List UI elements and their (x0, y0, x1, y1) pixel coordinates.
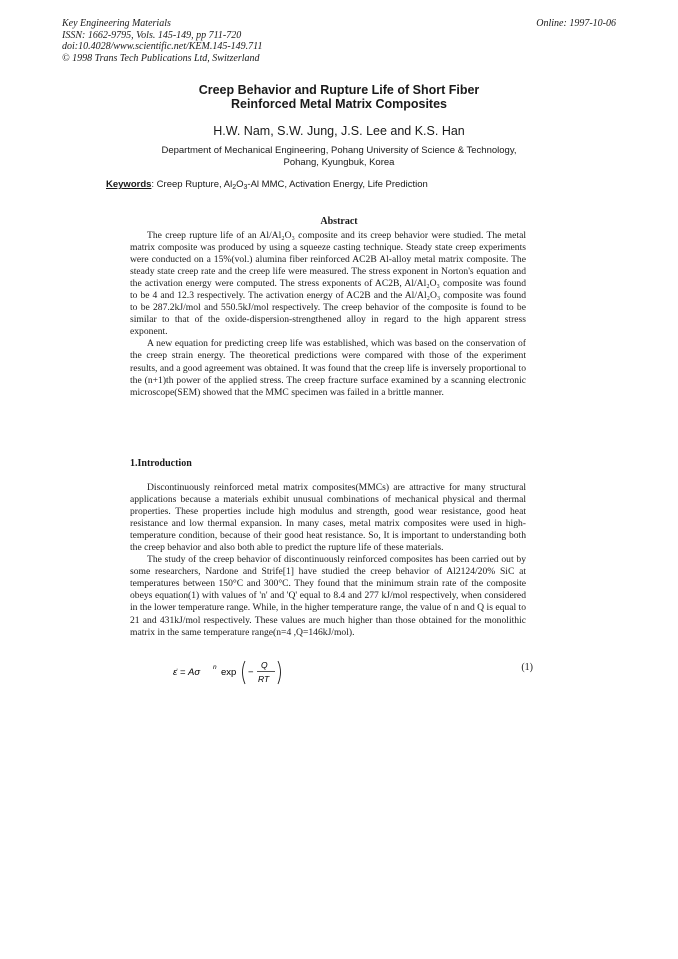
keywords-text-b: -Al MMC, Activation Energy, Life Prediction (247, 179, 428, 190)
online-date: Online: 1997-10-06 (536, 18, 616, 29)
equation-number: (1) (521, 662, 533, 673)
equation-exponent: n (213, 664, 217, 671)
doi-line: doi:10.4028/www.scientific.net/KEM.145-149.711 (62, 41, 263, 52)
keywords-label: Keywords (106, 179, 152, 190)
keywords (106, 179, 428, 191)
title-line-2: Reinforced Metal Matrix Composites (230, 97, 447, 111)
equation-func: exp (221, 667, 237, 678)
introduction-body (130, 482, 526, 639)
author-list: H.W. Nam, S.W. Jung, J.S. Lee and K.S. Han (213, 124, 465, 138)
journal-header (62, 18, 262, 64)
keywords-sub-1: 2 (232, 184, 237, 191)
equation-lhs: ε̇ = Aσ (173, 667, 201, 678)
title-line-1: Creep Behavior and Rupture Life of Short Fiber (198, 83, 480, 97)
left-paren (243, 661, 246, 684)
affiliation (0, 145, 678, 168)
paper-title (0, 83, 678, 111)
abstract-heading: Abstract (320, 216, 358, 227)
equation-minus: − (248, 667, 254, 678)
abstract-body (130, 230, 526, 399)
issn-line: ISSN: 1662-9795, Vols. 145-149, pp 711-720 (62, 29, 242, 41)
abstract-paragraph-2: A new equation for predicting creep life was established, which was based on the conservation of the creep strain energy. The theoretical predictions were compared with those of the experiment results, and a good agreement was obtained. It was found that the creep life is inversely proportional to the (n+1)th power of the applied stress. The creep fracture surface examined by a scanning electronic microscope(SEM) showed that the MMC specimen was failed in a brittle manner. (130, 338, 526, 398)
journal-name: Key Engineering Materials (62, 18, 171, 29)
keywords-sub-2: 3 (243, 184, 248, 191)
affiliation-line-2: Pohang, Kyungbuk, Korea (283, 156, 395, 168)
equation-denominator: RT (258, 674, 270, 684)
equation-formula (173, 658, 303, 686)
equation-1 (173, 658, 533, 686)
keywords-text-a: : Creep Rupture, Al (151, 179, 233, 190)
introduction-paragraph-2: The study of the creep behavior of discontinuously reinforced composites has been carried out by some researchers, Nardone and Strife[1] have studied the creep behavior of Al2124/20% SiC at temperatures between 150°C and 300°C. They found that the minimum strain rate of the composite obeys equation(1) with values of 'n' and 'Q' equal to 8.4 and 277 kJ/mol respectively, when considered in the lower temperature range. While, in the higher temperature range, the value of n and Q is equal to 21 and 431kJ/mol respectively. These values are much higher than those obtained for the monolithic matrix in the same temperature range(n=4 ,Q=146kJ/mol). (130, 554, 526, 638)
affiliation-line-1: Department of Mechanical Engineering, Pohang University of Science & Technology, (161, 145, 517, 156)
equation-numerator: Q (261, 660, 268, 670)
right-paren (278, 661, 281, 684)
introduction-paragraph-1: Discontinuously reinforced metal matrix composites(MMCs) are attractive for many structural applications because a materials exhibit unusual combinations of mechanical physical and thermal properties. These properties include high modulus and strength, good wear resistance, good heat resistance and low thermal expansion. In many cases, metal matrix composites were used in high-temperature condition, because of their good heat resistance. So, It is important to understanding both the creep behavior and also both able to predict the rupture life of these materials. (130, 482, 526, 554)
keywords-mid: O (236, 179, 244, 190)
abstract-paragraph-1: The creep rupture life of an Al/Al₂O₃ composite and its creep behavior were studied. The metal matrix composite was produced by using a squeeze casting technique. Steady state creep experiments were conducted on a 15%(vol.) alumina fiber reinforced AC2B Al-alloy metal matrix composite. The steady state creep rate and the creep life were measured. The stress exponent in Norton's equation and the activation energy were computed. The stress exponents of AC2B, Al/Al₂O₃ composite was found to be 4 and 12.3 respectively. The activation energy of AC2B and the Al/Al₂O₃ composite was found to be 287.2kJ/mol and 550.5kJ/mol respectively. The creep behavior of the composite is found to be similar to that of the oxide-dispersion-strengthened alloy in regard to the high apparent stress exponent. (130, 230, 526, 338)
copyright-line: © 1998 Trans Tech Publications Ltd, Switzerland (62, 52, 260, 64)
introduction-heading: 1.Introduction (130, 458, 192, 469)
